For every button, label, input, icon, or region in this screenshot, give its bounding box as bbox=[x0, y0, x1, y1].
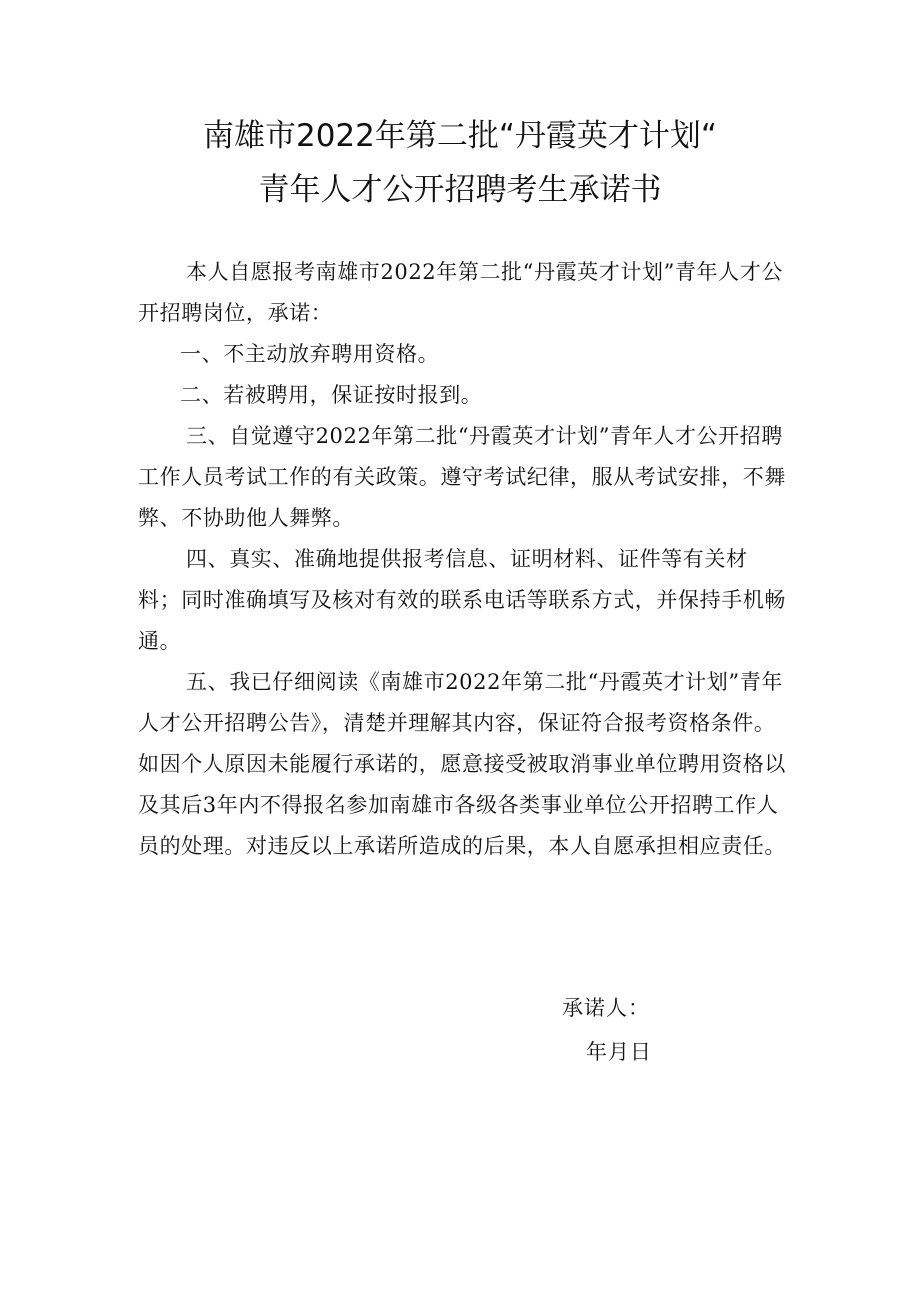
pledge-item-2: 二、若被聘用，保证按时报到。 bbox=[180, 383, 483, 407]
pledge-item-5: 五、我已仔细阅读《南雄市2022年第二批“丹霞英才计划”青年人才公开招聘公告》，清楚并理解其内容，保证符合报考资格条件。如因个人原因未能履行承诺的，愿意接受被取消事业单位聘用资格以及其后3年内不得报名参加南雄市各级各类事业单位公开招聘工作人员的处理。对违反以上承诺所造成的后果，本人自愿承担相应责任。 bbox=[138, 670, 786, 858]
document-title-line1: 南雄市2022年第二批“丹霞英才计划“ bbox=[202, 118, 717, 154]
date-label: 年月日 bbox=[586, 1040, 652, 1064]
signature-label: 承诺人： bbox=[562, 996, 650, 1020]
document-title-line2: 青年人才公开招聘考生承诺书 bbox=[258, 172, 662, 208]
intro-paragraph: 本人自愿报考南雄市2022年第二批“丹霞英才计划”青年人才公开招聘岗位，承诺： bbox=[138, 260, 783, 325]
pledge-item-3: 三、自觉遵守2022年第二批“丹霞英才计划”青年人才公开招聘工作人员考试工作的有关政策。遵守考试纪律，服从考试安排，不舞弊、不协助他人舞弊。 bbox=[138, 424, 786, 530]
pledge-item-4: 四、真实、准确地提供报考信息、证明材料、证件等有关材料；同时准确填写及核对有效的联系电话等联系方式，并保持手机畅通。 bbox=[138, 547, 786, 653]
pledge-item-1: 一、不主动放弃聘用资格。 bbox=[180, 342, 440, 366]
